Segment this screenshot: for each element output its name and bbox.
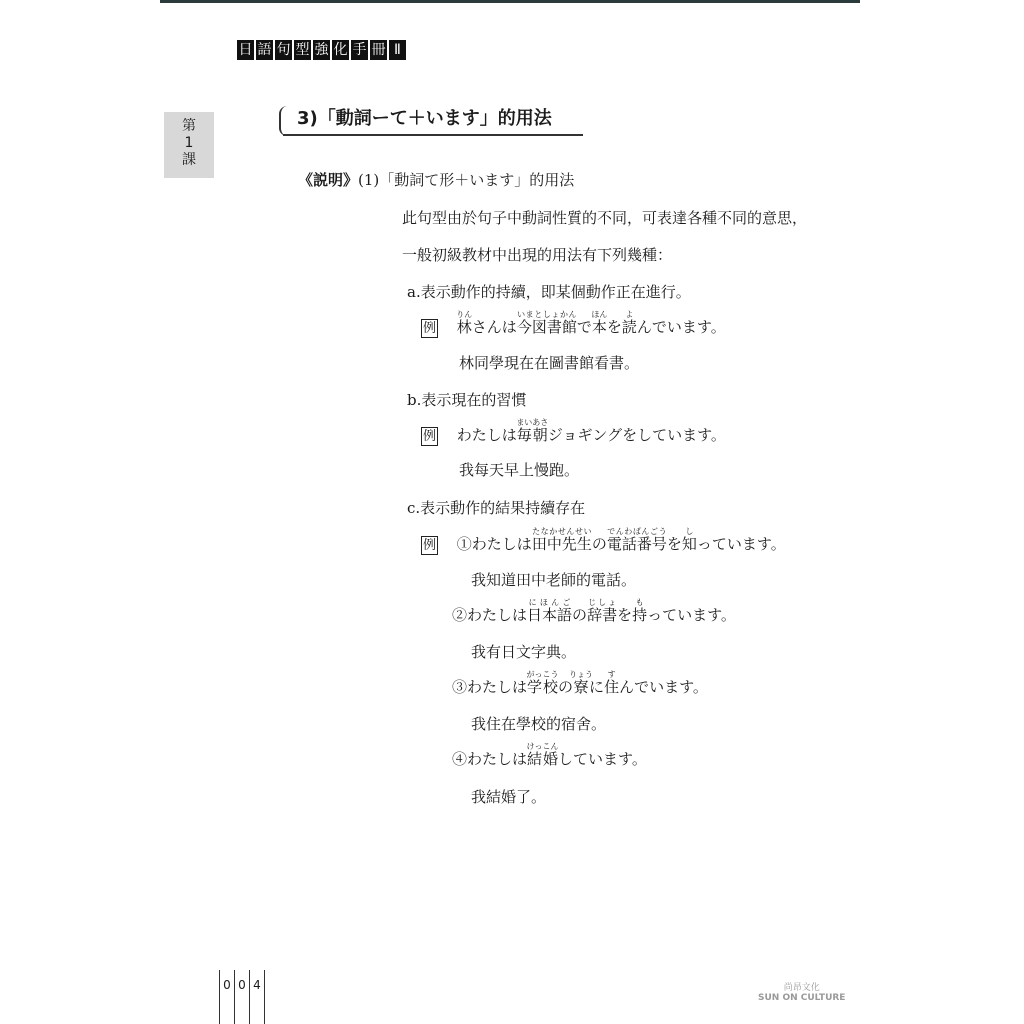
book-title-char: 強: [314, 42, 329, 58]
example-mark: 例: [422, 320, 436, 336]
page-digit: 4: [250, 970, 265, 1024]
lesson-tab: [164, 112, 214, 178]
usage-b-translation: 我每天早上慢跑。: [459, 461, 580, 479]
ruby-kanji: 今図書館いまとしょかん: [516, 310, 577, 336]
lesson-tab-line: 第: [182, 118, 196, 134]
lesson-tab-line: 1: [184, 135, 194, 151]
usage-c-example-4: ④わたしは結婚けっこんしています。: [452, 742, 647, 768]
book-title-char: 冊: [371, 42, 386, 58]
page-number: [219, 970, 265, 1024]
ruby-kanji: 本ほん: [591, 310, 608, 336]
example-mark: 例: [422, 428, 436, 444]
ruby-kanji: 林りん: [456, 310, 473, 336]
publisher-en: SUN ON CULTURE: [758, 993, 846, 1003]
lesson-tab-line: 課: [182, 152, 196, 168]
explanation-intro-1: 此句型由於句子中動詞性質的不同，可表達各種不同的意思，: [402, 209, 808, 227]
explanation-intro-2: 一般初級教材中出現的用法有下列幾種：: [402, 246, 673, 264]
book-title-char: 日: [238, 42, 253, 58]
book-title-char: 手: [352, 42, 367, 58]
usage-c-translation-2: 我有日文字典。: [471, 643, 577, 661]
publisher-logo: [758, 983, 845, 1003]
usage-c-example-3: ③わたしは学校がっこうの寮りょうに住すんでいます。: [452, 670, 708, 696]
section-title-text: 3)「動詞ーて＋います」的用法: [297, 108, 552, 129]
usage-a-example: 例 林りんさんは今図書館いまとしょかんで本ほんを読よんでいます。: [422, 310, 726, 336]
page-digit: 0: [235, 970, 250, 1024]
usage-c-translation-3: 我住在學校的宿舍。: [471, 715, 607, 733]
explanation-heading-line: [298, 170, 574, 190]
usage-c-example-1: 例 ①わたしは田中先生たなかせんせいの電話番号でんわばんごうを知しっています。: [422, 527, 786, 553]
usage-c-translation-1: 我知道田中老師的電話。: [471, 571, 637, 589]
usage-c-translation-4: 我結婚了。: [471, 788, 547, 806]
explanation-heading: (1)「動詞て形＋います」的用法: [358, 171, 575, 189]
usage-b-example: 例 わたしは毎朝まいあさジョギングをしています。: [422, 418, 726, 444]
ruby-kanji: 読よ: [621, 310, 637, 336]
book-title-char: 句: [276, 42, 291, 58]
book-title-char: Ⅱ: [389, 40, 406, 60]
top-rule: [160, 0, 860, 3]
usage-b-heading: b.表示現在的習慣: [407, 391, 527, 409]
book-title: [237, 40, 406, 60]
usage-a-translation: 林同學現在在圖書館看書。: [459, 354, 640, 372]
book-title-char: 語: [257, 42, 272, 58]
usage-a-heading: a.表示動作的持續，即某個動作正在進行。: [407, 283, 691, 301]
page-digit: 0: [220, 970, 235, 1024]
ruby-kanji: 毎朝まいあさ: [516, 418, 549, 444]
example-mark: 例: [422, 537, 436, 553]
explanation-label: 《説明》: [298, 171, 359, 189]
book-title-char: 化: [333, 42, 348, 58]
book-title-char: 型: [295, 42, 310, 58]
usage-c-heading: c.表示動作的結果持續存在: [407, 499, 586, 517]
section-title: [283, 104, 583, 136]
publisher-cn: 尚昂文化: [783, 983, 820, 993]
usage-c-example-2: ②わたしは日本語にほんごの辞書じしょを持もっています。: [452, 598, 736, 624]
